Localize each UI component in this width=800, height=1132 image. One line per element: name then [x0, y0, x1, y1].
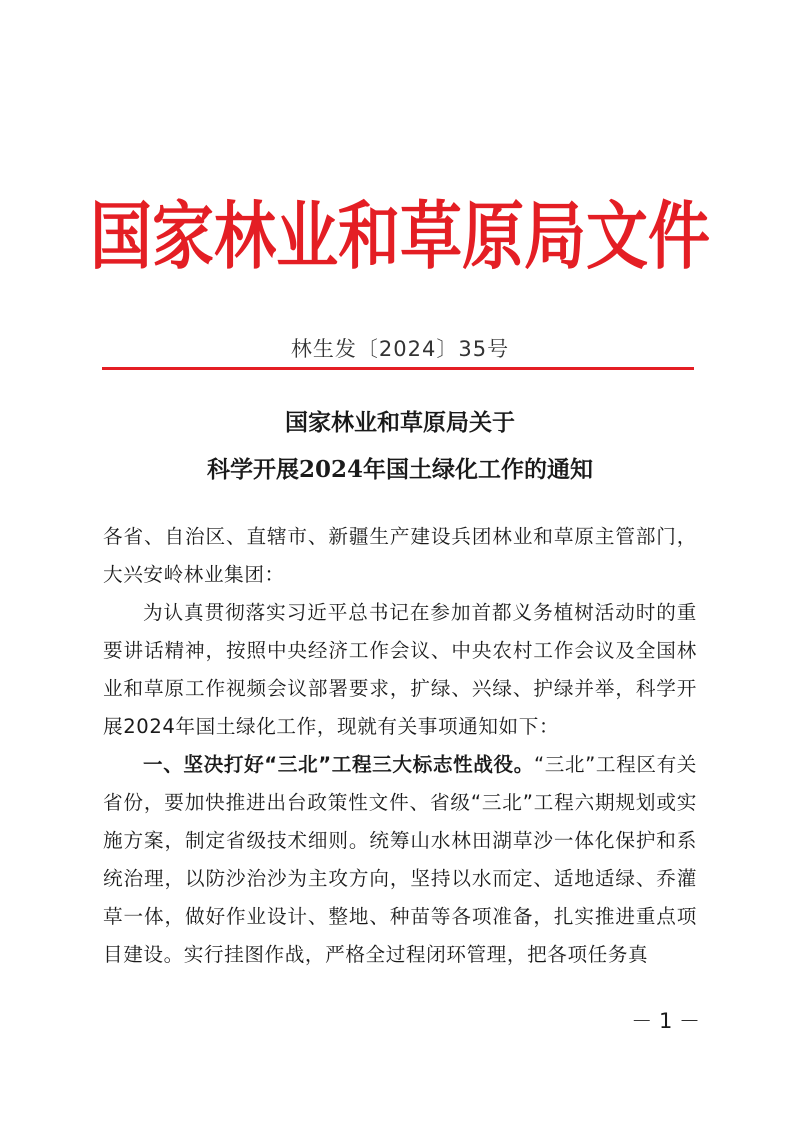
section-1-body: “三北”工程区有关省份，要加快推进出台政策性文件、省级“三北”工程六期规划或实施方案，制定省级技术细则。统筹山水林田湖草沙一体化保护和系统治理，以防沙治沙为主攻方向，坚持以水而定、适地适绿、乔灌草一体，做好作业设计、整地、种苗等各项准备，扎实推进重点项目建设。实行挂图作战，严格全过程闭环管理，把各项任务真 — [103, 753, 697, 966]
salutation: 各省、自治区、直辖市、新疆生产建设兵团林业和草原主管部门，大兴安岭林业集团： — [103, 525, 697, 586]
section-1-paragraph — [103, 746, 697, 974]
page-number: － 1 － — [631, 1009, 700, 1033]
document-title-line-1: 国家林业和草原局关于 — [285, 409, 515, 436]
intro-paragraph: 为认真贯彻落实习近平总书记在参加首都义务植树活动时的重要讲话精神，按照中央经济工作会议、中央农村工作会议及全国林业和草原工作视频会议部署要求，扩绿、兴绿、护绿并举，科学开展2024年国土绿化工作，现就有关事项通知如下： — [103, 601, 697, 738]
red-divider-line — [102, 367, 694, 370]
document-number: 林生发〔2024〕35号 — [290, 337, 510, 361]
document-masthead: 国家林业和草原局文件 — [89, 192, 710, 280]
document-title-line-2: 科学开展2024年国土绿化工作的通知 — [206, 456, 593, 483]
section-1-heading: 一、坚决打好“三北”工程三大标志性战役。 — [143, 753, 534, 776]
